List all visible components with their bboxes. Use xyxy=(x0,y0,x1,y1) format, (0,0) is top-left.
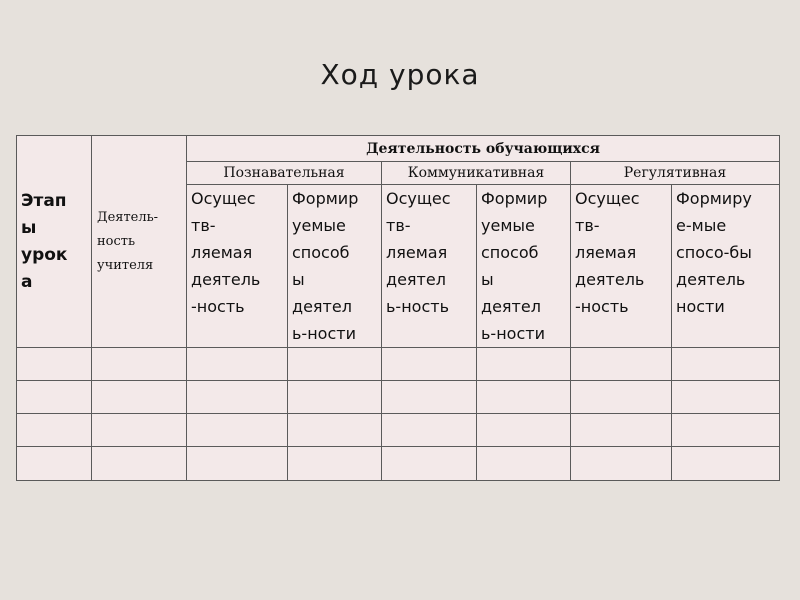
subcol-line: Осущес xyxy=(386,189,451,208)
subcol-line: уемые xyxy=(481,216,535,235)
subcol-line: деятел xyxy=(386,270,446,289)
table-cell xyxy=(672,447,780,481)
table-row xyxy=(17,414,780,447)
subcol-line: ляемая xyxy=(386,243,448,262)
subcol-line: Формир xyxy=(292,189,359,208)
teacher-line: Деятель- xyxy=(97,209,159,225)
table-cell xyxy=(187,414,288,447)
subcol-line: е-мые xyxy=(676,216,727,235)
table-row xyxy=(17,381,780,414)
table-cell xyxy=(92,348,187,381)
table-cell xyxy=(382,381,477,414)
subcol-line: ь-ность xyxy=(386,297,449,316)
subcol-line: тв- xyxy=(575,216,600,235)
table-row xyxy=(17,447,780,481)
subcol-line: ности xyxy=(676,297,725,316)
group-regulative: Регулятивная xyxy=(571,162,780,185)
subcol-line: ы xyxy=(481,270,494,289)
table-cell xyxy=(571,381,672,414)
table-cell xyxy=(288,348,382,381)
teacher-line: ность xyxy=(97,233,136,249)
subcol-line: Формиру xyxy=(676,189,752,208)
subcol-line: -ность xyxy=(191,297,245,316)
table-cell xyxy=(477,414,571,447)
table-cell xyxy=(17,348,92,381)
group-cognitive: Познавательная xyxy=(187,162,382,185)
table-cell xyxy=(477,447,571,481)
subcol-line: ь-ности xyxy=(481,324,545,343)
table-cell xyxy=(92,414,187,447)
table-cell xyxy=(382,348,477,381)
subcol-line: ы xyxy=(292,270,305,289)
stages-line: урок xyxy=(21,244,68,265)
subcol-line: спосо-бы xyxy=(676,243,752,262)
table-cell xyxy=(477,381,571,414)
table-cell xyxy=(17,414,92,447)
table-cell xyxy=(672,381,780,414)
subcol-line: тв- xyxy=(386,216,411,235)
subcol-cell xyxy=(571,185,672,348)
subcol-line: -ность xyxy=(575,297,629,316)
stages-line: Этап xyxy=(21,190,67,211)
table-cell xyxy=(382,414,477,447)
slide-title: Ход урока xyxy=(320,58,480,91)
table-cell xyxy=(571,348,672,381)
table-cell xyxy=(17,381,92,414)
teacher-activity-header xyxy=(92,136,187,348)
subcol-line: деятель xyxy=(191,270,261,289)
subcol-cell xyxy=(288,185,382,348)
table-cell xyxy=(17,447,92,481)
table-cell xyxy=(92,381,187,414)
table-cell xyxy=(571,414,672,447)
stages-header xyxy=(17,136,92,348)
subcol-cell xyxy=(672,185,780,348)
table-cell xyxy=(288,381,382,414)
subcol-line: уемые xyxy=(292,216,346,235)
table-cell xyxy=(92,447,187,481)
subcol-cell xyxy=(187,185,288,348)
table-cell xyxy=(187,348,288,381)
subcol-line: Осущес xyxy=(575,189,640,208)
subcol-line: деятель xyxy=(575,270,645,289)
table-cell xyxy=(571,447,672,481)
subcol-line: ляемая xyxy=(191,243,253,262)
table-cell xyxy=(382,447,477,481)
table-cell xyxy=(288,414,382,447)
subcol-line: способ xyxy=(481,243,539,262)
subcol-cell xyxy=(382,185,477,348)
student-activity-header: Деятельность обучающихся xyxy=(187,136,780,162)
subcol-line: деятел xyxy=(292,297,352,316)
subcol-line: деятель xyxy=(676,270,746,289)
subcol-line: Осущес xyxy=(191,189,256,208)
stages-line: ы xyxy=(21,217,37,238)
table-cell xyxy=(477,348,571,381)
subcol-line: способ xyxy=(292,243,350,262)
table-cell xyxy=(672,348,780,381)
table-cell xyxy=(288,447,382,481)
table-cell xyxy=(187,381,288,414)
table-row xyxy=(17,348,780,381)
subcol-line: тв- xyxy=(191,216,216,235)
subcol-cell xyxy=(477,185,571,348)
subcol-line: Формир xyxy=(481,189,548,208)
subcol-line: ляемая xyxy=(575,243,637,262)
lesson-table xyxy=(16,135,780,481)
subcol-line: ь-ности xyxy=(292,324,356,343)
subcol-line: деятел xyxy=(481,297,541,316)
stages-line: а xyxy=(21,271,33,292)
group-communicative: Коммуникативная xyxy=(382,162,571,185)
table-cell xyxy=(672,414,780,447)
table-cell xyxy=(187,447,288,481)
teacher-line: учителя xyxy=(97,257,154,273)
